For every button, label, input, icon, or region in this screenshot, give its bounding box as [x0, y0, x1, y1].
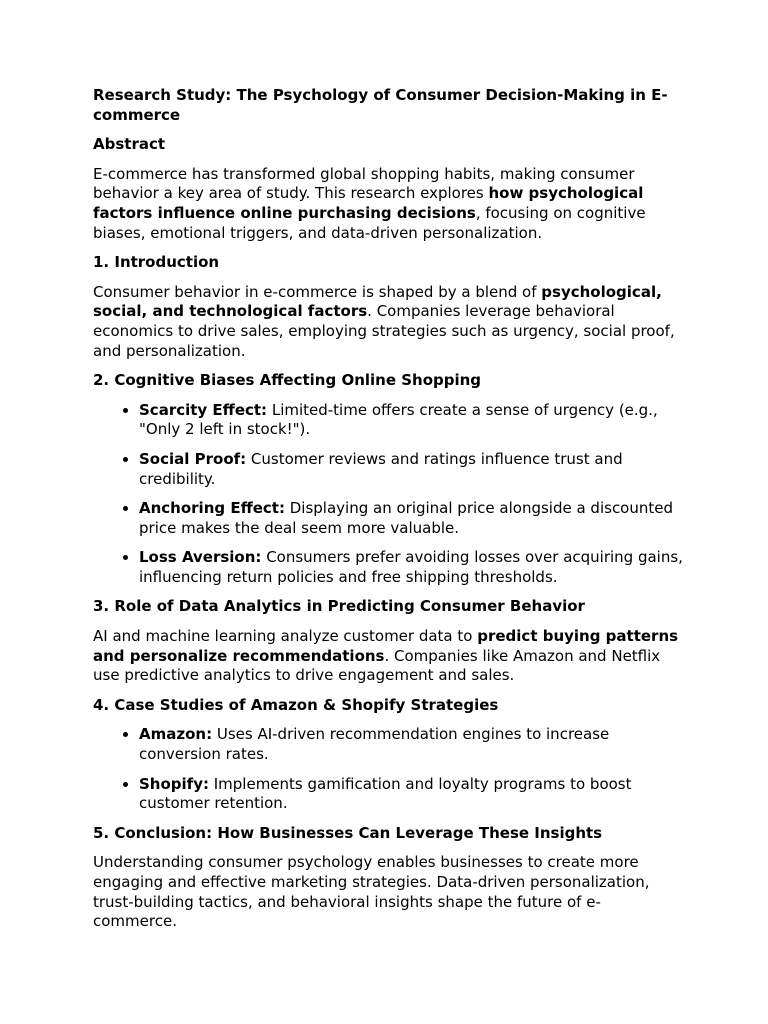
list-item — [139, 450, 683, 489]
analytics-heading: 3. Role of Data Analytics in Predicting Consumer Behavior — [93, 597, 585, 616]
list-item — [139, 401, 683, 440]
bias-description: Limited-time offers create a sense of urgency (e.g., "Only 2 left in stock!"). — [139, 400, 658, 439]
case-study-term: Shopify: — [139, 774, 209, 793]
bias-description: Displaying an original price alongside a discounted price makes the deal seem more valuable. — [139, 499, 674, 537]
case-studies-heading: 4. Case Studies of Amazon & Shopify Strategies — [93, 695, 499, 714]
introduction-text-end: . Companies leverage behavioral economics to drive sales, employing strategies such as urgency, social proof, and personalization. — [93, 302, 675, 360]
list-item — [139, 775, 683, 814]
bias-term: Social Proof: — [139, 449, 247, 468]
introduction-text-start: Consumer behavior in e-commerce is shaped by a blend of — [93, 282, 542, 301]
abstract-paragraph — [93, 165, 683, 243]
abstract-text-start: E-commerce has transformed global shopping habits, making consumer behavior a key area of study. This research explores — [93, 164, 635, 203]
case-study-description: Uses AI-driven recommendation engines to increase conversion rates. — [139, 725, 610, 764]
abstract-text-emphasis: how psychological factors influence online purchasing decisions — [93, 184, 644, 222]
bias-term: Scarcity Effect: — [139, 400, 268, 419]
abstract-heading: Abstract — [93, 135, 166, 154]
bias-term: Anchoring Effect: — [139, 499, 285, 518]
case-study-description: Implements gamification and loyalty programs to boost customer retention. — [139, 774, 632, 813]
document-title: Research Study: The Psychology of Consumer Decision-Making in E-commerce — [93, 86, 668, 124]
list-item — [139, 548, 683, 587]
introduction-text-emphasis: psychological, social, and technological factors — [93, 282, 662, 321]
list-item — [139, 725, 683, 764]
biases-heading: 2. Cognitive Biases Affecting Online Shopping — [93, 371, 482, 390]
analytics-text-start: AI and machine learning analyze customer data to — [93, 627, 478, 646]
introduction-paragraph — [93, 283, 683, 361]
bias-term: Loss Aversion: — [139, 548, 262, 567]
case-study-term: Amazon: — [139, 725, 213, 744]
introduction-heading: 1. Introduction — [93, 253, 220, 272]
bias-description: Consumers prefer avoiding losses over acquiring gains, influencing return policies and free shipping thresholds. — [139, 548, 683, 586]
analytics-paragraph — [93, 627, 683, 686]
bias-description: Customer reviews and ratings influence trust and credibility. — [139, 449, 623, 488]
analytics-text-end: . Companies like Amazon and Netflix use predictive analytics to drive engagement and sales. — [93, 646, 661, 685]
conclusion-heading: 5. Conclusion: How Businesses Can Leverage These Insights — [93, 823, 603, 842]
document-body — [93, 86, 683, 942]
list-item — [139, 499, 683, 538]
biases-list — [93, 401, 683, 588]
analytics-text-emphasis: predict buying patterns and personalize recommendations — [93, 627, 679, 665]
conclusion-paragraph: Understanding consumer psychology enables businesses to create more engaging and effective marketing strategies. Data-driven personalization, trust-building tactics, and behavioral insights shape the future of e-commerce. — [93, 853, 650, 931]
abstract-text-end: , focusing on cognitive biases, emotional triggers, and data-driven personalization. — [93, 203, 646, 242]
case-studies-list — [93, 725, 683, 813]
